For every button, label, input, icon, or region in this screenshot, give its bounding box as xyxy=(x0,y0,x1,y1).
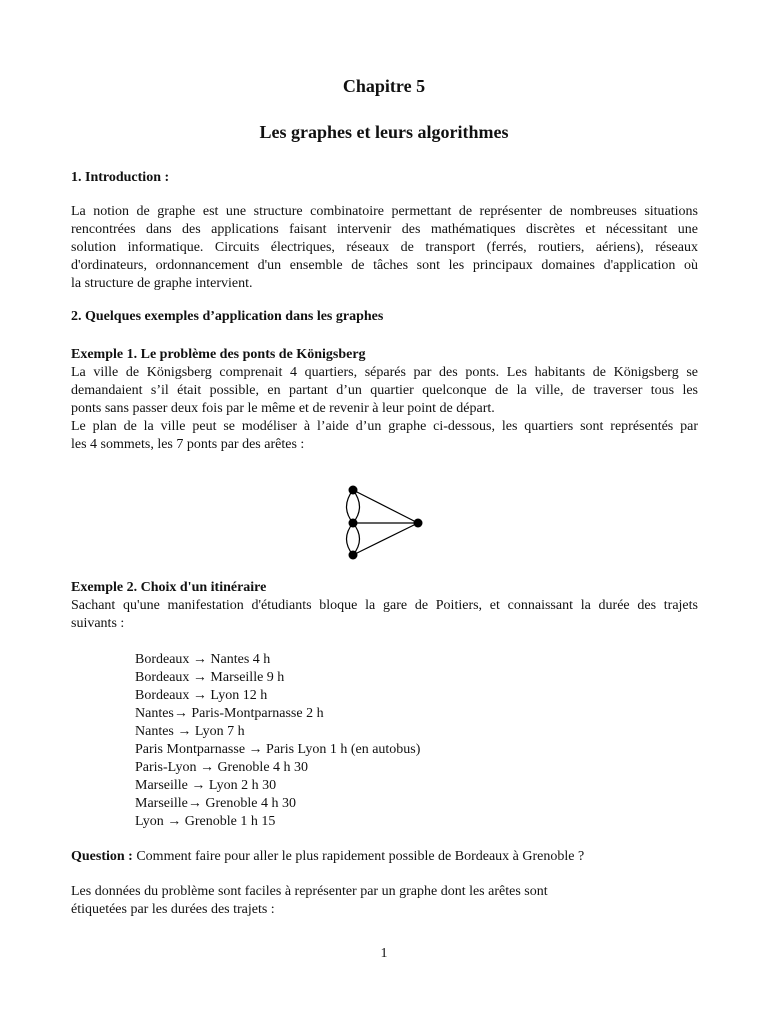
question-text: Comment faire pour aller le plus rapidement possible de Bordeaux à Grenoble ? xyxy=(132,849,585,864)
trip-item: Paris-Lyon → Grenoble 4 h 30 xyxy=(135,760,309,775)
trip-list xyxy=(135,651,535,831)
example-1-heading: Exemple 1. Le problème des ponts de Königsberg xyxy=(71,347,366,362)
paragraph-line: d'ordinateurs, ordonnancement d'un ensemble de tâches sont les principaux domaines d'application où xyxy=(71,258,698,273)
graph-edge-right-bottom xyxy=(353,523,360,555)
graph-vertex-middle xyxy=(349,519,358,528)
paragraph-line: solution informatique. Circuits électriques, réseaux de transport (ferrés, routiers, aériens), réseaux xyxy=(71,240,698,255)
paragraph-line: suivants : xyxy=(71,616,125,631)
question xyxy=(71,848,698,866)
example-2-heading: Exemple 2. Choix d'un itinéraire xyxy=(71,580,267,595)
paragraph-line: La ville de Königsberg comprenait 4 quartiers, séparés par des ponts. Les habitants de Königsberg se xyxy=(71,365,698,380)
graph-edge-bottom-right xyxy=(353,523,418,555)
paragraph-line: les 4 sommets, les 7 ponts par des arêtes : xyxy=(71,437,305,452)
closing-paragraph xyxy=(71,883,698,919)
question-label: Question : xyxy=(71,849,133,864)
section-1-heading: 1. Introduction : xyxy=(71,170,170,185)
trip-item: Bordeaux → Marseille 9 h xyxy=(135,670,285,685)
graph-edge-top-right xyxy=(353,490,418,523)
graph-vertex-bottom xyxy=(349,551,358,560)
trip-item: Nantes→ Paris-Montparnasse 2 h xyxy=(135,706,324,721)
trip-item: Marseille → Lyon 2 h 30 xyxy=(135,778,277,793)
paragraph-line: Les données du problème sont faciles à représenter par un graphe dont les arêtes sont xyxy=(71,884,548,899)
paragraph-line: ponts sans passer deux fois par le même et de revenir à leur point de départ. xyxy=(71,401,495,416)
graph-vertex-top xyxy=(349,486,358,495)
paragraph-line: la structure de graphe intervient. xyxy=(71,276,253,291)
trip-item: Nantes → Lyon 7 h xyxy=(135,724,245,739)
trip-item: Lyon → Grenoble 1 h 15 xyxy=(135,814,276,829)
paragraph-line: Le plan de la ville peut se modéliser à l’aide d’un graphe ci-dessous, les quartiers sont représentés par xyxy=(71,419,698,434)
trip-item: Bordeaux → Lyon 12 h xyxy=(135,688,268,703)
section-2-heading: 2. Quelques exemples d’application dans les graphes xyxy=(71,309,384,324)
page-number: 1 xyxy=(380,946,388,961)
graph-edge-right-top xyxy=(353,490,360,523)
paragraph-line: rencontrées dans des applications faisant intervenir des mathématiques discrètes et nécessitant une xyxy=(71,222,698,237)
graph-vertex-right xyxy=(414,519,423,528)
graph-edge-left-top xyxy=(347,490,354,523)
trip-item: Bordeaux → Nantes 4 h xyxy=(135,652,271,667)
graph-edge-left-bottom xyxy=(347,523,354,555)
paragraph-line: demandaient s’il était possible, en partant d’un quartier quelconque de la ville, de traverser tous les xyxy=(71,383,698,398)
paragraph-line: La notion de graphe est une structure combinatoire permettant de représenter de nombreuses situations xyxy=(71,204,698,219)
chapter-title: Les graphes et leurs algorithmes xyxy=(259,122,509,142)
trip-item: Marseille→ Grenoble 4 h 30 xyxy=(135,796,296,811)
example-2-paragraph xyxy=(71,597,698,633)
paragraph-line: Sachant qu'une manifestation d'étudiants bloque la gare de Poitiers, et connaissant la durée des trajets xyxy=(71,598,698,613)
paragraph-line: étiquetées par les durées des trajets : xyxy=(71,902,275,917)
trip-item: Paris Montparnasse → Paris Lyon 1 h (en autobus) xyxy=(135,742,421,757)
chapter-heading: Chapitre 5 xyxy=(342,76,426,96)
